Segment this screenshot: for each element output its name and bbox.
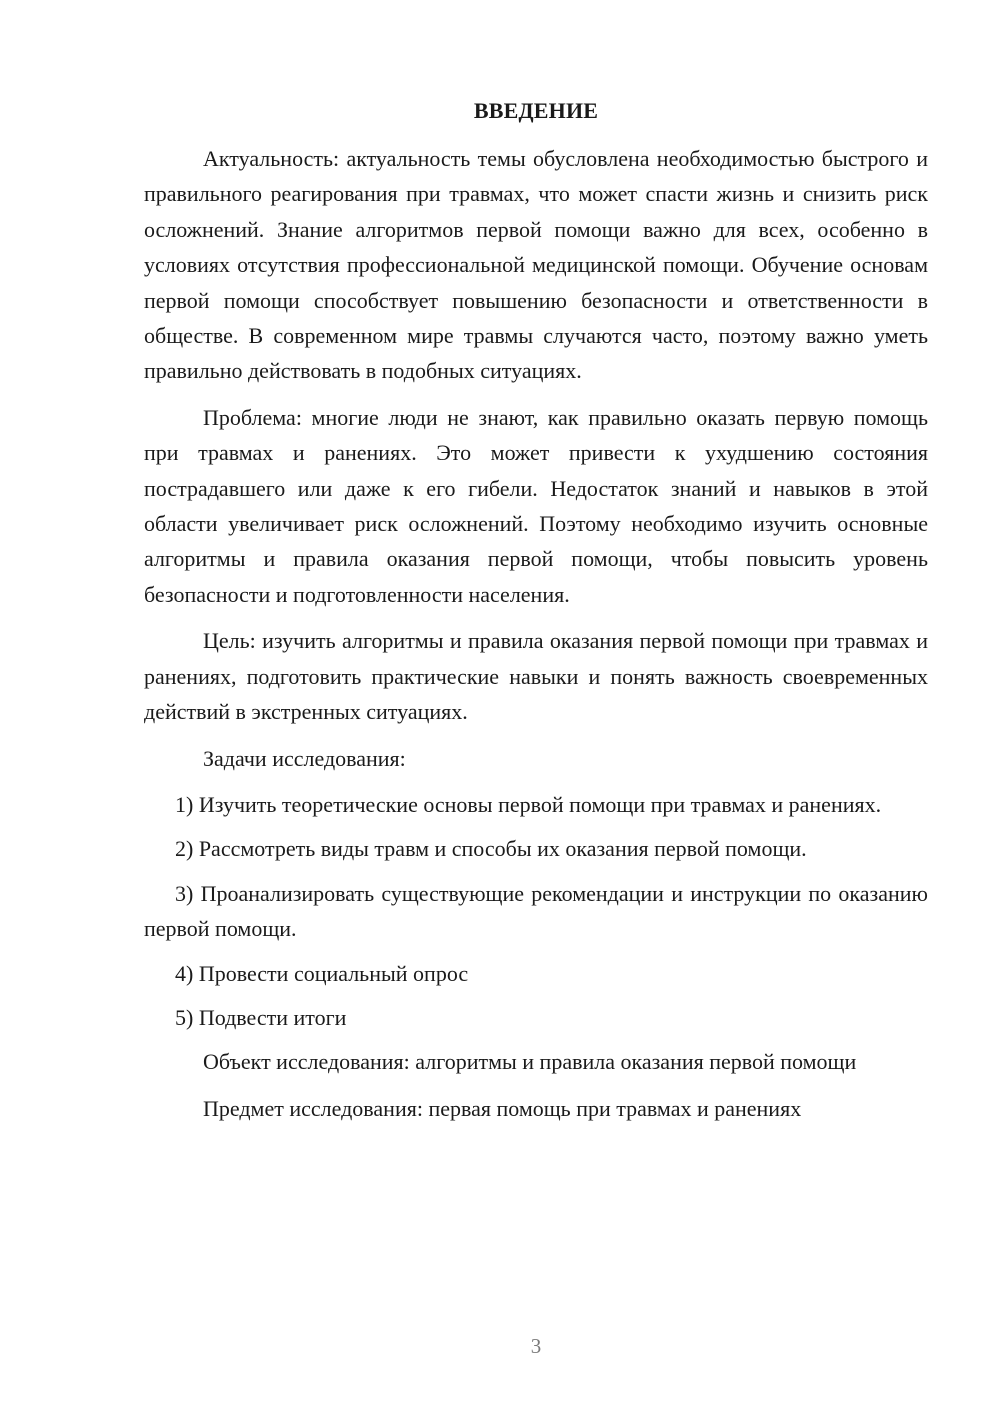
relevance-paragraph: Актуальность: актуальность темы обусловлена необходимостью быстрого и правильного реагирования при травмах, что может спасти жизнь и снизить риск осложнений. Знание алгоритмов первой помощи важно для всех, особенно в условиях отсутствия профессиональной медицинской помощи. Обучение основам первой помощи способствует повышению безопасности и ответственности в обществе. В современном мире травмы случаются часто, поэтому важно уметь правильно действовать в подобных ситуациях. bbox=[144, 146, 928, 384]
section-heading: ВВЕДЕНИЕ bbox=[473, 98, 599, 123]
task-item-2: 2) Рассмотреть виды травм и способы их оказания первой помощи. bbox=[175, 836, 807, 862]
goal-paragraph: Цель: изучить алгоритмы и правила оказания первой помощи при травмах и ранениях, подготовить практические навыки и понять важность своевременных действий в экстренных ситуациях. bbox=[144, 628, 928, 725]
task-item-1: 1) Изучить теоретические основы первой помощи при травмах и ранениях. bbox=[175, 791, 882, 817]
document-body bbox=[144, 141, 928, 1137]
subject-paragraph: Предмет исследования: первая помощь при травмах и ранениях bbox=[203, 1095, 802, 1121]
problem-paragraph: Проблема: многие люди не знают, как правильно оказать первую помощь при травмах и ранениях. Это может привести к ухудшению состояния пострадавшего или даже к его гибели. Недостаток знаний и навыков в этой области увеличивает риск осложнений. Поэтому необходимо изучить основные алгоритмы и правила оказания первой помощи, чтобы повысить уровень безопасности и подготовленности населения. bbox=[144, 404, 928, 607]
page-number: 3 bbox=[530, 1334, 542, 1358]
object-paragraph: Объект исследования: алгоритмы и правила оказания первой помощи bbox=[203, 1049, 857, 1075]
task-item-3: 3) Проанализировать существующие рекомендации и инструкции по оказанию первой помощи. bbox=[144, 880, 928, 942]
task-item-5: 5) Подвести итоги bbox=[175, 1004, 347, 1030]
tasks-heading: Задачи исследования: bbox=[203, 745, 406, 771]
task-item-4: 4) Провести социальный опрос bbox=[175, 960, 469, 986]
